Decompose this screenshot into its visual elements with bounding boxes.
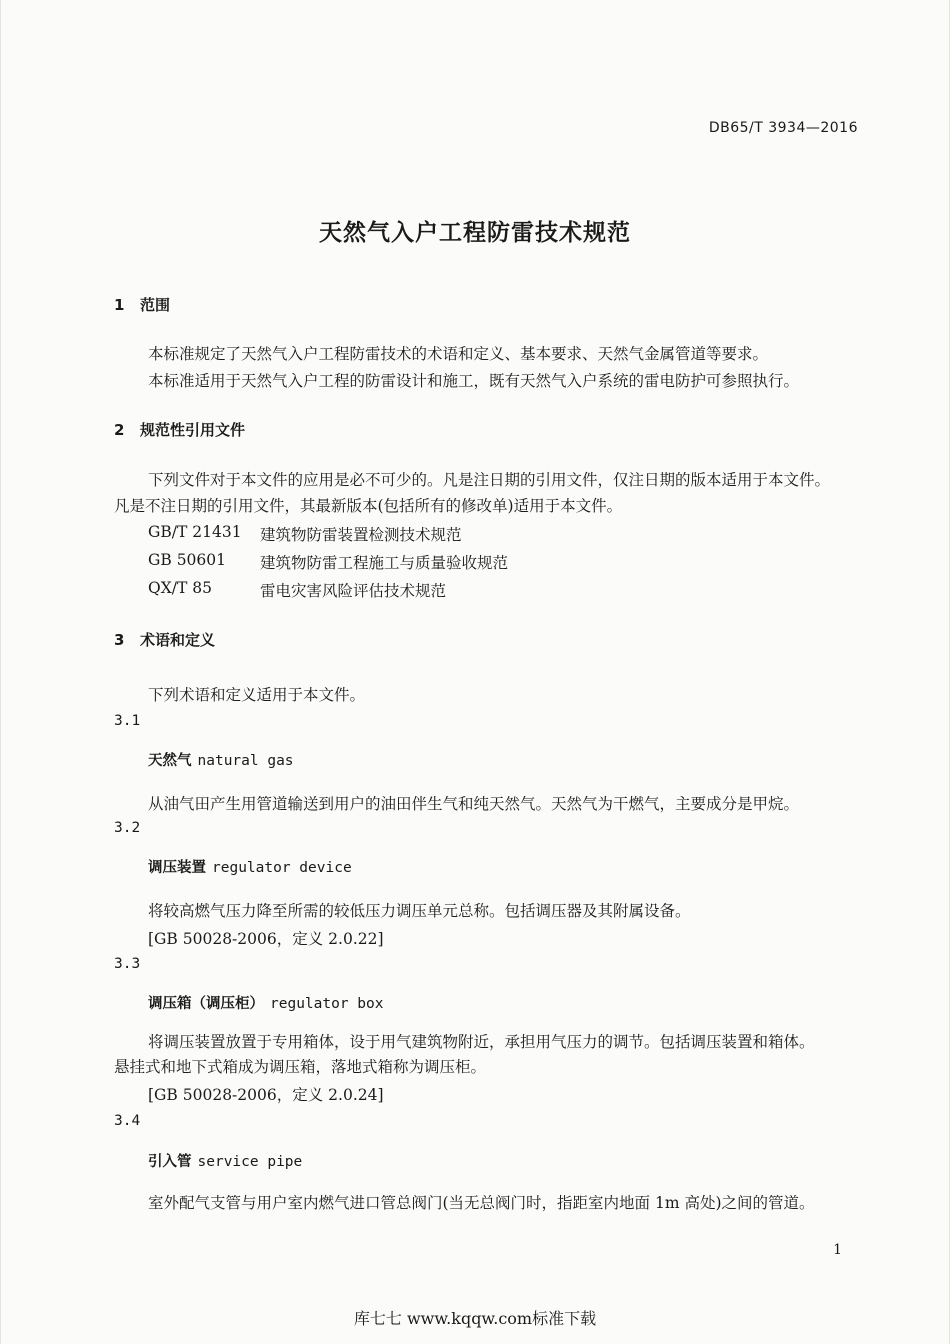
paragraph: 本标准规定了天然气入户工程防雷技术的术语和定义、基本要求、天然气金属管道等要求。 bbox=[148, 345, 769, 363]
section-number: 1 bbox=[114, 296, 125, 314]
clause-number: 3.2 bbox=[114, 820, 141, 836]
term-heading bbox=[148, 1150, 302, 1171]
term-definition: 从油气田产生用管道输送到用户的油田伴生气和纯天然气。天然气为干燃气，主要成分是甲烷。 bbox=[148, 795, 800, 813]
section-3-heading bbox=[114, 629, 215, 650]
reference-title: 雷电灾害风险评估技术规范 bbox=[260, 582, 447, 600]
term-en: service pipe bbox=[197, 1154, 303, 1170]
download-watermark: 库七七 www.kqqw.com标准下载 bbox=[353, 1309, 597, 1328]
paragraph: 下列术语和定义适用于本文件。 bbox=[148, 686, 366, 704]
term-en: regulator box bbox=[270, 996, 384, 1012]
term-definition-continuation: 悬挂式和地下式箱成为调压箱，落地式箱称为调压柜。 bbox=[114, 1058, 487, 1076]
clause-number: 3.4 bbox=[114, 1113, 141, 1129]
paragraph: 下列文件对于本文件的应用是必不可少的。凡是注日期的引用文件，仅注日期的版本适用于本文件。 bbox=[148, 471, 831, 489]
term-cn: 引入管 bbox=[148, 1154, 192, 1170]
section-title: 术语和定义 bbox=[140, 631, 216, 649]
term-cn: 调压箱（调压柜） bbox=[148, 996, 264, 1012]
section-number: 3 bbox=[114, 631, 125, 649]
paragraph: 本标准适用于天然气入户工程的防雷设计和施工，既有天然气入户系统的雷电防护可参照执行。 bbox=[148, 372, 800, 390]
term-heading bbox=[148, 992, 384, 1013]
reference-code: GB 50601 bbox=[148, 551, 227, 569]
section-title: 规范性引用文件 bbox=[140, 421, 246, 439]
term-definition: 将较高燃气压力降至所需的较低压力调压单元总称。包括调压器及其附属设备。 bbox=[148, 902, 691, 920]
reference-code: GB/T 21431 bbox=[148, 523, 242, 541]
term-cn: 天然气 bbox=[148, 753, 192, 769]
section-number: 2 bbox=[114, 421, 125, 439]
term-en: regulator device bbox=[212, 860, 352, 876]
clause-number: 3.1 bbox=[114, 713, 141, 729]
section-1-heading bbox=[114, 294, 170, 315]
document-title: 天然气入户工程防雷技术规范 bbox=[319, 220, 631, 246]
reference-title: 建筑物防雷装置检测技术规范 bbox=[260, 526, 462, 544]
section-2-heading bbox=[114, 419, 245, 440]
standard-number: DB65/T 3934—2016 bbox=[708, 120, 858, 136]
term-source: [GB 50028-2006，定义 2.0.22] bbox=[148, 930, 384, 948]
term-heading bbox=[148, 749, 294, 770]
term-cn: 调压装置 bbox=[148, 860, 206, 876]
term-source: [GB 50028-2006，定义 2.0.24] bbox=[148, 1086, 384, 1104]
term-en: natural gas bbox=[197, 753, 294, 769]
page-number: 1 bbox=[833, 1242, 842, 1258]
term-heading bbox=[148, 856, 352, 877]
term-definition: 将调压装置放置于专用箱体，设于用气建筑物附近，承担用气压力的调节。包括调压装置和箱体。 bbox=[148, 1033, 815, 1051]
section-title: 范围 bbox=[140, 296, 171, 314]
reference-code: QX/T 85 bbox=[148, 579, 212, 597]
reference-title: 建筑物防雷工程施工与质量验收规范 bbox=[260, 554, 509, 572]
clause-number: 3.3 bbox=[114, 956, 141, 972]
term-definition: 室外配气支管与用户室内燃气进口管总阀门(当无总阀门时，指距室内地面 1m 高处)之间的管道。 bbox=[148, 1194, 815, 1212]
paragraph-continuation: 凡是不注日期的引用文件，其最新版本(包括所有的修改单)适用于本文件。 bbox=[114, 497, 623, 515]
